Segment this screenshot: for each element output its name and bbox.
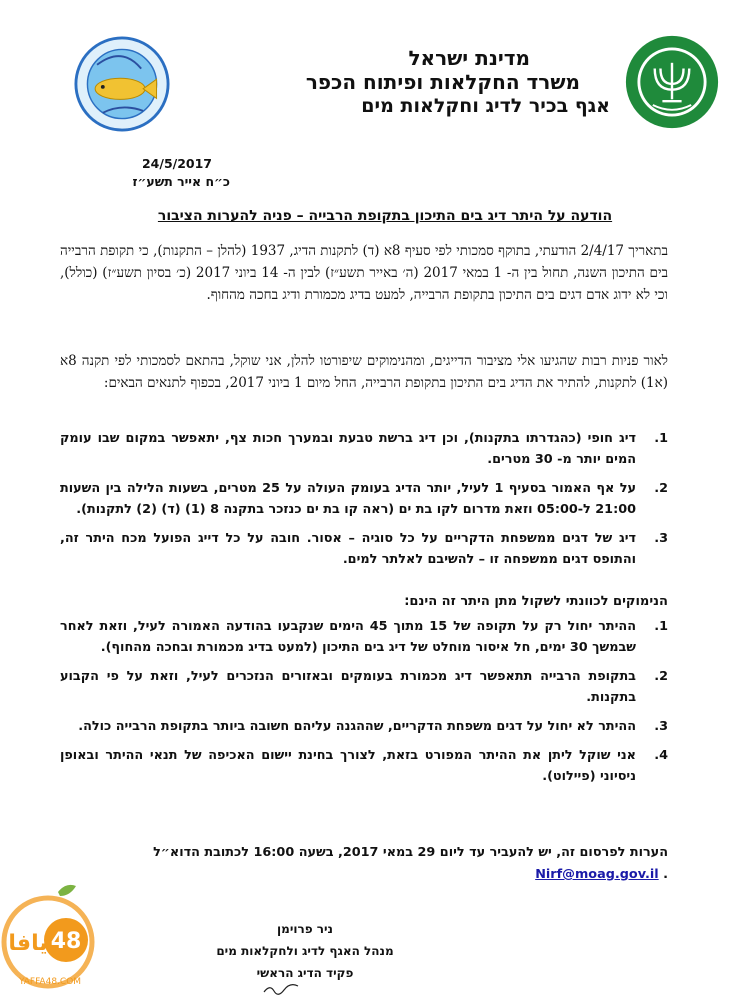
gregorian-date: 24/5/2017 [141, 156, 212, 171]
conditions-list [60, 428, 668, 578]
item-number: 3. [654, 531, 668, 546]
consideration-paragraph: לאור פניות רבות שהגיעו אלי מציבור הדייגים, ומהנימוקים שיפורטו להלן, אני שוקל, בהתאם לסמכותי לפי תקנה 8א (א1) לתקנות, להתיר את הדיג בים התיכון בתקופת הרבייה, החל מיום 1 ביוני 2017, בכפוף לתנאים הבאים: [60, 353, 668, 391]
item-text: בתקופת הרבייה תתאפשר דיג מכמורת בעומקים ובאזורים הנזכרים לעיל, וזאת על פי הקבוע בתקנות. [60, 669, 636, 705]
reasons-list [60, 616, 668, 795]
yaffa48-watermark-logo [0, 880, 110, 998]
item-number: 3. [654, 719, 668, 734]
letterhead [200, 46, 610, 118]
item-text: דיג של דגים ממשפחת הדקריים על כל סוגיה – אסור. חובה על כל דייג הפועל מכח היתר זה, והתופס דגים ממשפחה זו – להשיבם לאלתר למים. [60, 531, 636, 567]
svg-text:48: 48 [50, 929, 82, 954]
list-item [60, 428, 668, 470]
signer-name: ניר פרוימן [277, 922, 333, 936]
item-number: 2. [654, 481, 668, 496]
signer-title: פקיד הדיג הראשי [256, 966, 354, 980]
item-text: אני שוקל ליתן את ההיתר המפורט בזאת, לצורך בחינת יישום האכיפה של תנאי ההיתר ובאופן ניסיוני (פיילוט). [60, 748, 636, 784]
item-number: 1. [654, 619, 668, 634]
state-name: מדינת ישראל [408, 46, 530, 70]
list-item [60, 616, 668, 658]
reasons-heading: הנימוקים לכוונתי לשקול מתן היתר זה הינם: [404, 594, 668, 609]
list-item [60, 666, 668, 708]
list-item [60, 745, 668, 787]
ministry-name: משרד החקלאות ופיתוח הכפר [305, 70, 580, 94]
svg-text:يافا: يافا [8, 931, 48, 956]
item-text: דיג חופי (כהגדרתו בתקנות), וכן דיג ברשת טבעת ובמערך חכות צף, יתאפשר במקום שבו עומק המים יותר מ- 30 מטרים. [60, 431, 636, 467]
public-comments-notice [60, 842, 668, 886]
letter-dates [90, 155, 230, 191]
item-number: 4. [654, 748, 668, 763]
item-text: ההיתר יחול רק על תקופה של 15 מתוך 45 הימים שנקבעו בהודעה האמורה לעיל, וזאת לאחר שבמשך 30 ימים, חל איסור מוחלט של דיג בים התיכון (למעט בדיג מכמורת ובחכה מהחוף). [60, 619, 636, 655]
signature-block [180, 918, 430, 984]
item-number: 2. [654, 669, 668, 684]
document-title: הודעה על היתר דיג בים התיכון בתקופת הרבייה – פניה להערות הציבור [157, 208, 613, 224]
email-link[interactable]: Nirf@moag.gov.il [535, 867, 659, 882]
item-number: 1. [654, 431, 668, 446]
comments-end: . [663, 867, 668, 882]
ministry-emblem-logo [624, 34, 720, 130]
handwritten-signature [262, 982, 302, 996]
signer-role: מנהל האגף לדיג ולחקלאות מים [216, 944, 394, 958]
intro-paragraph: בתאריך 2/4/17 הודעתי, בתוקף סמכותי לפי סעיף 8א (ד) לתקנות הדיג, 1937 (להלן – התקנות), כי תקופת הרבייה בים התיכון השנה, תחול בין ה- 1 במאי 2017 (ה׳ באייר תשע״ז) לבין ה- 14 ביוני 2017 (כ׳ בסיון תשע״ז) (כולל), וכי לא ידוג אדם דגים בים התיכון בתקופת הרבייה, למעט בדיג מכמורת ודיג בחכה מהחוף. [60, 243, 668, 303]
department-name: אגף בכיר לדיג וחקלאות מים [361, 95, 610, 117]
item-text: על אף האמור בסעיף 1 לעיל, יותר הדיג בעומק העולה על 25 מטרים, בשעות הלילה בין השעות 21:00 ל-05:00 וזאת מדרום לקו בת ים (ראה קו בת ים כנזכר בתקנה 8 (1) (ד) (2) לתקנות). [60, 481, 636, 517]
list-item [60, 528, 668, 570]
hebrew-date: כ״ח אייר תשע״ז [132, 174, 230, 189]
fisheries-department-logo [74, 36, 170, 132]
item-text: ההיתר לא יחול על דגים משפחת הדקריים, שההגנה עליהם חשובה ביותר בתקופת הרבייה כולה. [78, 719, 636, 734]
list-item [60, 478, 668, 520]
comments-text: הערות לפרסום זה, יש להעביר עד ליום 29 במאי 2017, בשעה 16:00 לכתובת הדוא״ל [153, 845, 668, 860]
list-item [60, 716, 668, 737]
svg-text:YAFFA48.COM: YAFFA48.COM [18, 977, 82, 987]
